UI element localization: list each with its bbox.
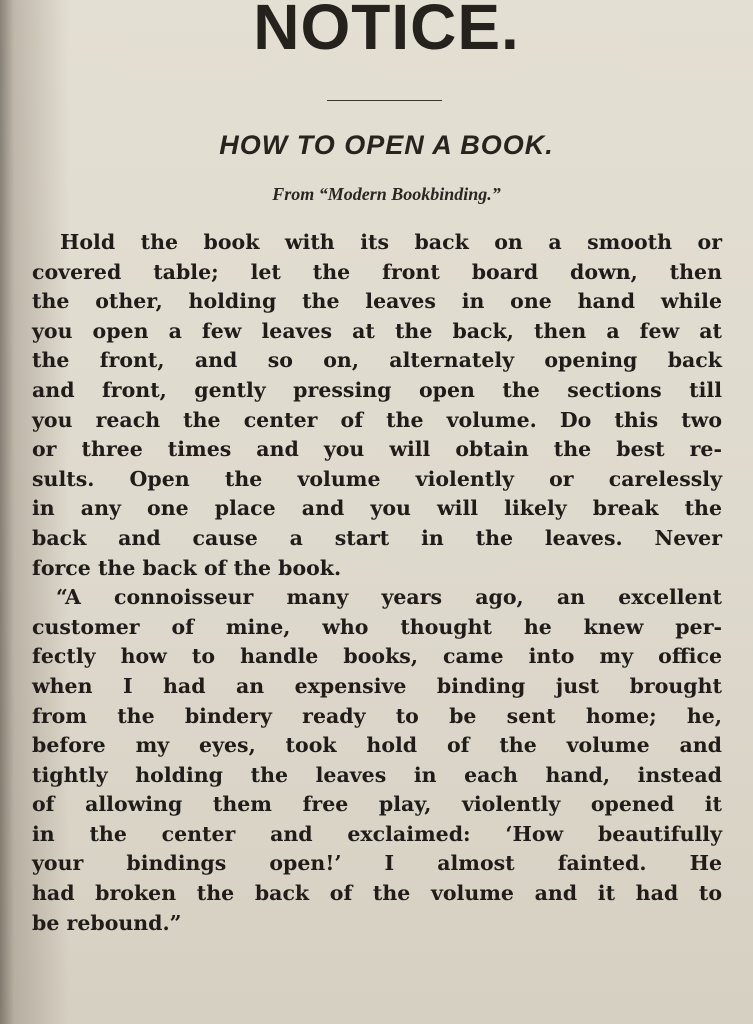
text-line: force the back of the book. [32,555,342,580]
text-line: in any one place and you will likely break the [32,496,722,521]
text-line: back and cause a start in the leaves. Never [32,525,722,550]
text-line: the front, and so on, alternately opening back [32,348,722,373]
text-line: of allowing them free play, violently opened it [32,792,722,817]
text-line: had broken the back of the volume and it had to [32,881,722,906]
text-line: the other, holding the leaves in one hand while [32,289,722,314]
text-line: or three times and you will obtain the best re- [32,437,722,462]
text-line: you reach the center of the volume. Do this two [32,407,722,432]
source-attribution: From “Modern Bookbinding.” [272,184,501,204]
paragraph-1 [32,228,722,583]
article-body [32,228,722,938]
text-line: customer of mine, who thought he knew per- [32,614,722,639]
notice-title: NOTICE. [253,0,520,63]
divider-rule [327,100,442,101]
text-line: tightly holding the leaves in each hand, instead [32,762,722,787]
text-line: sults. Open the volume violently or carelessly [32,466,722,491]
text-line: in the center and exclaimed: ‘How beautifully [32,821,722,846]
text-line: you open a few leaves at the back, then a few at [32,318,722,343]
text-line: from the bindery ready to be sent home; he, [32,703,722,728]
text-line: covered table; let the front board down, then [32,259,722,284]
text-line: when I had an expensive binding just brought [32,673,722,698]
text-line: “A connoisseur many years ago, an excellent [56,585,722,610]
text-line: Hold the book with its back on a smooth or [60,230,722,254]
text-line: be rebound.” [32,910,182,935]
paragraph-2 [32,583,722,938]
text-line: before my eyes, took hold of the volume and [32,733,722,758]
text-line: and front, gently pressing open the sections till [32,377,722,402]
text-line: your bindings open!’ I almost fainted. He [32,851,722,876]
text-line: fectly how to handle books, came into my office [32,644,722,669]
article-heading: HOW TO OPEN A BOOK. [219,130,554,160]
